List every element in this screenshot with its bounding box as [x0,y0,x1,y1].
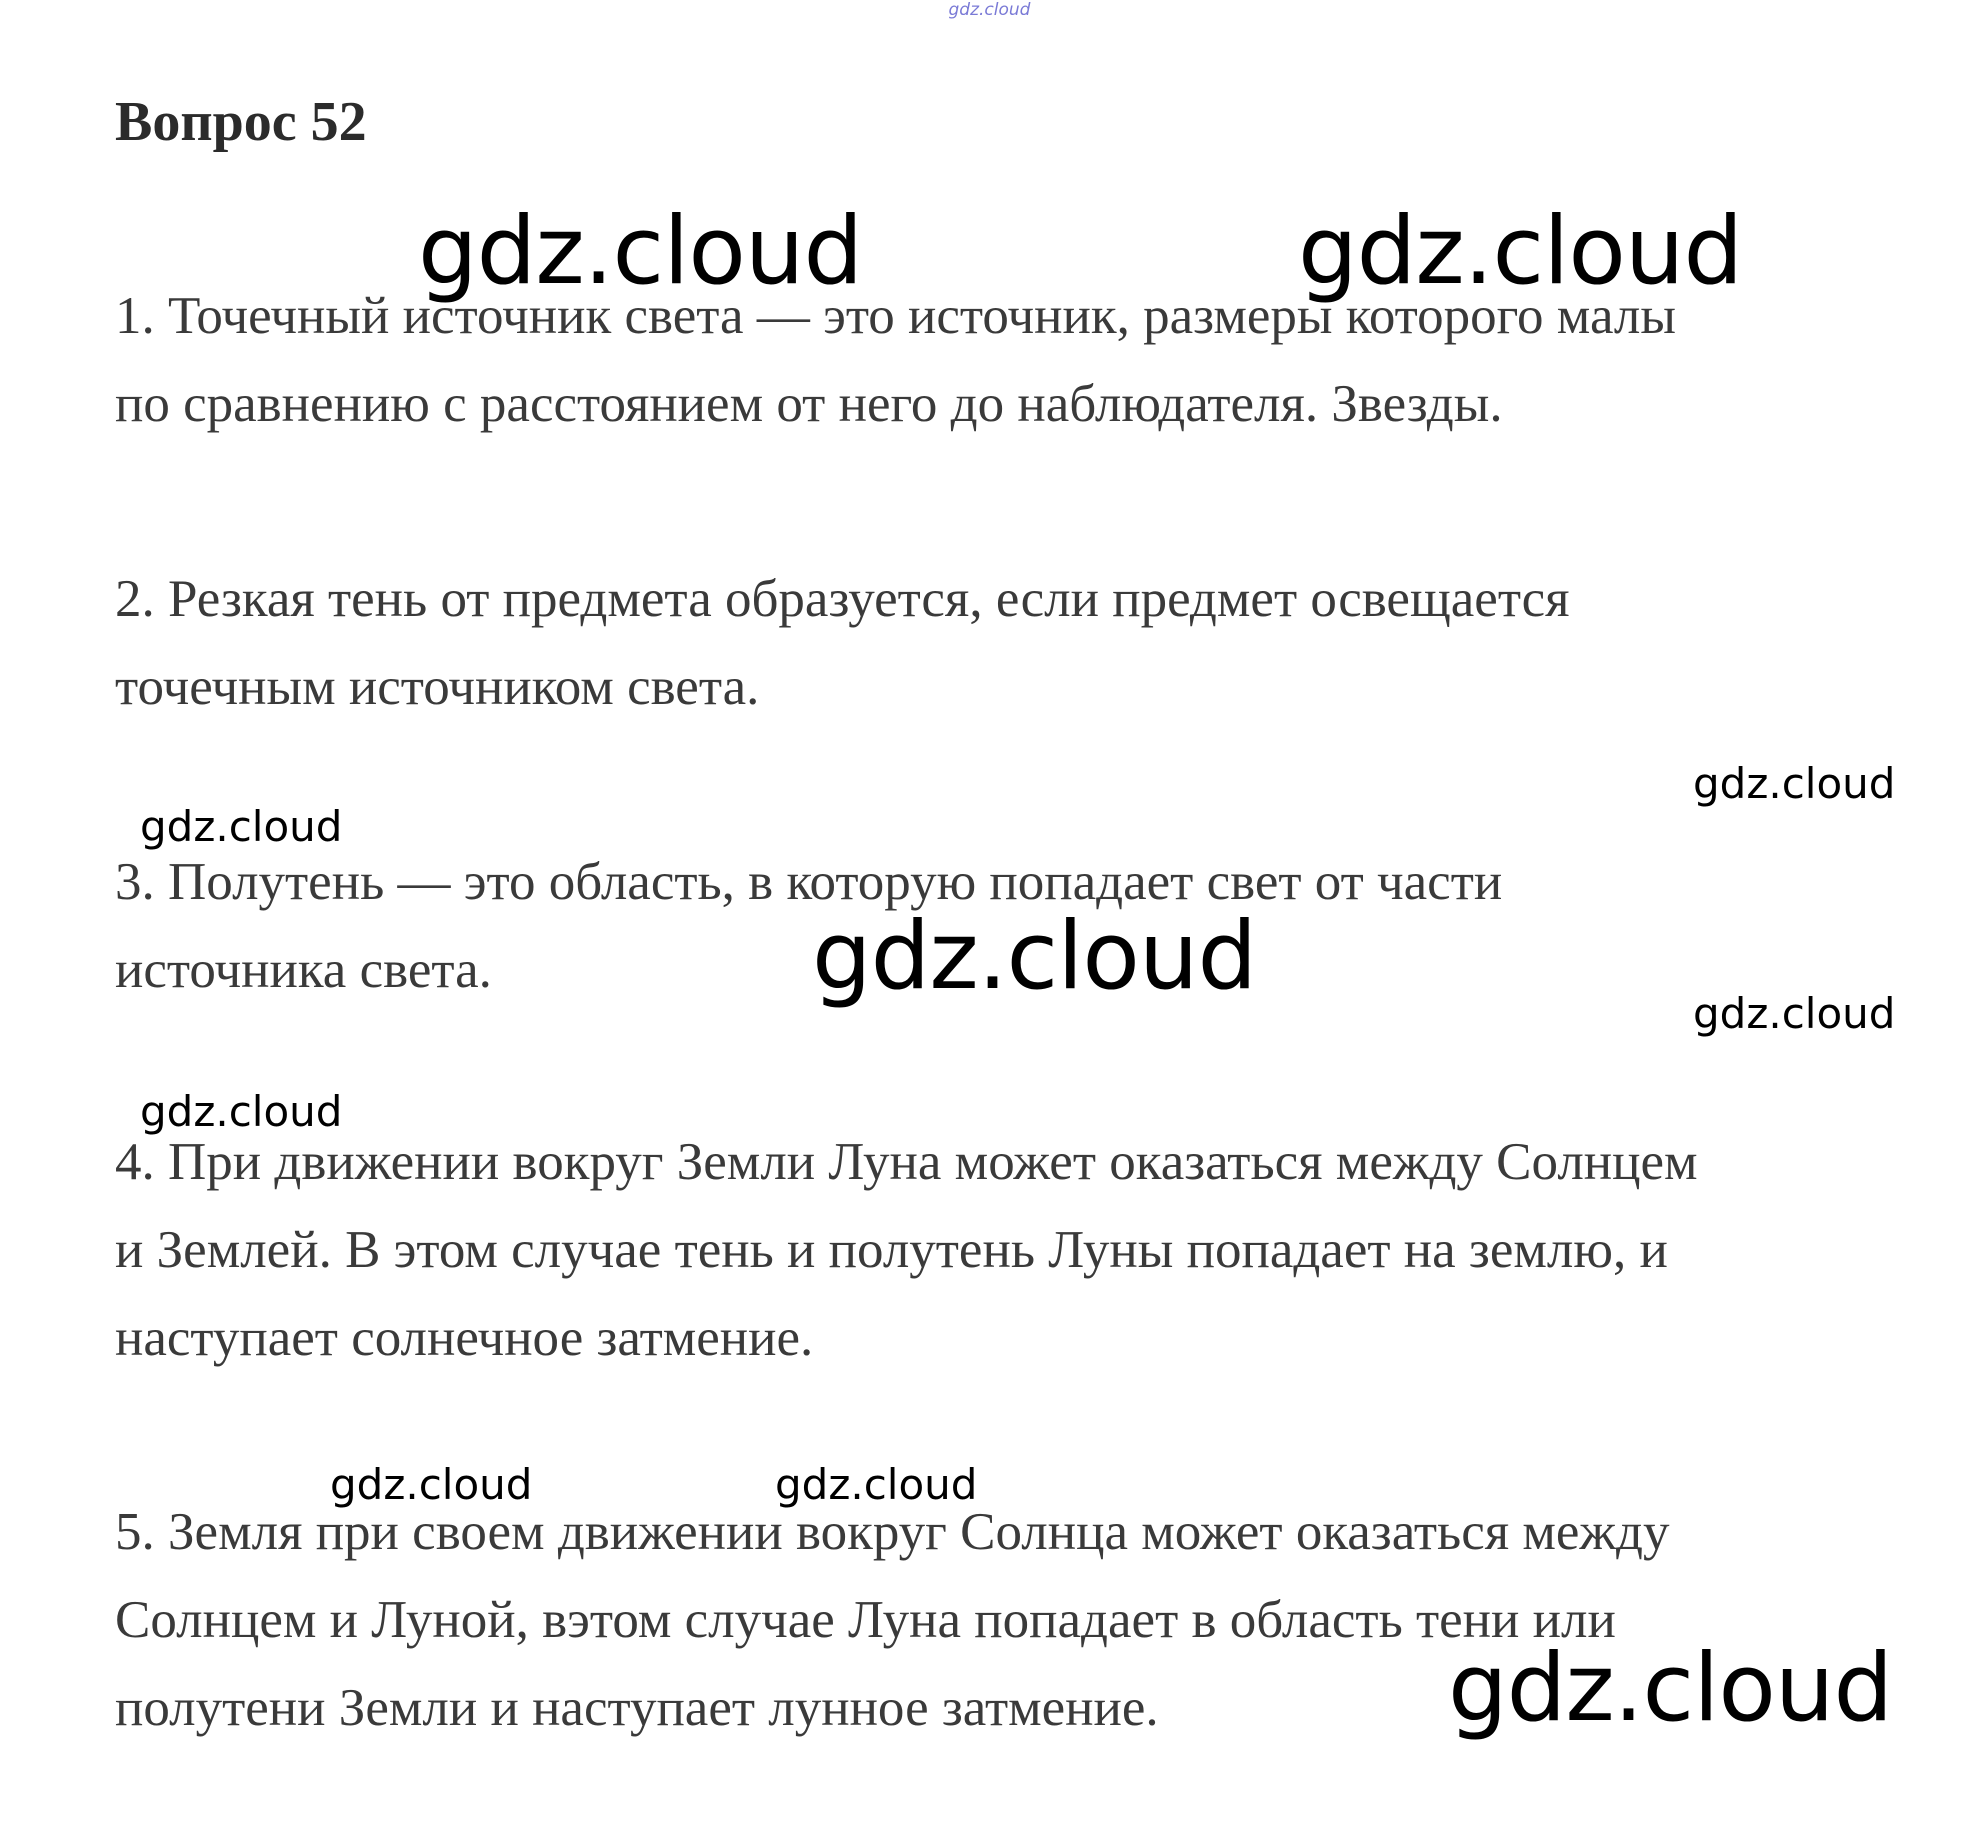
answer-line: 1. Точечный источник света — это источник, размеры которого малы [115,287,1676,345]
answer-paragraph-2 [115,555,1895,731]
watermark: gdz.cloud [1693,759,1896,808]
answer-line: по сравнению с расстоянием от него до наблюдателя. Звезды. [115,375,1503,433]
answer-paragraph-4 [115,1118,1895,1382]
watermark: gdz.cloud [812,902,1257,1011]
answer-line: 4. При движении вокруг Земли Луна может оказаться между Солнцем [115,1133,1698,1191]
answer-line: наступает солнечное затмение. [115,1309,814,1367]
answer-line: 3. Полутень — это область, в которую попадает свет от части [115,853,1503,911]
answer-line: Солнцем и Луной, вэтом случае Луна попадает в область тени или [115,1591,1616,1649]
answer-line: 2. Резкая тень от предмета образуется, если предмет освещается [115,570,1570,628]
site-watermark-top: gdz.cloud [948,0,1031,20]
watermark: gdz.cloud [418,197,863,306]
watermark: gdz.cloud [330,1460,533,1509]
answer-line: 5. Земля при своем движении вокруг Солнца может оказаться между [115,1503,1670,1561]
answer-line: и Землей. В этом случае тень и полутень Луны попадает на землю, и [115,1221,1668,1279]
watermark: gdz.cloud [140,802,343,851]
watermark: gdz.cloud [1693,989,1896,1038]
watermark: gdz.cloud [140,1087,343,1136]
question-title: Вопрос 52 [115,91,367,153]
answer-line: точечным источником света. [115,658,760,716]
watermark: gdz.cloud [1448,1634,1893,1743]
watermark: gdz.cloud [1298,197,1743,306]
watermark: gdz.cloud [775,1460,978,1509]
answer-line: полутени Земли и наступает лунное затмение. [115,1679,1159,1737]
answer-line: источника света. [115,941,492,999]
